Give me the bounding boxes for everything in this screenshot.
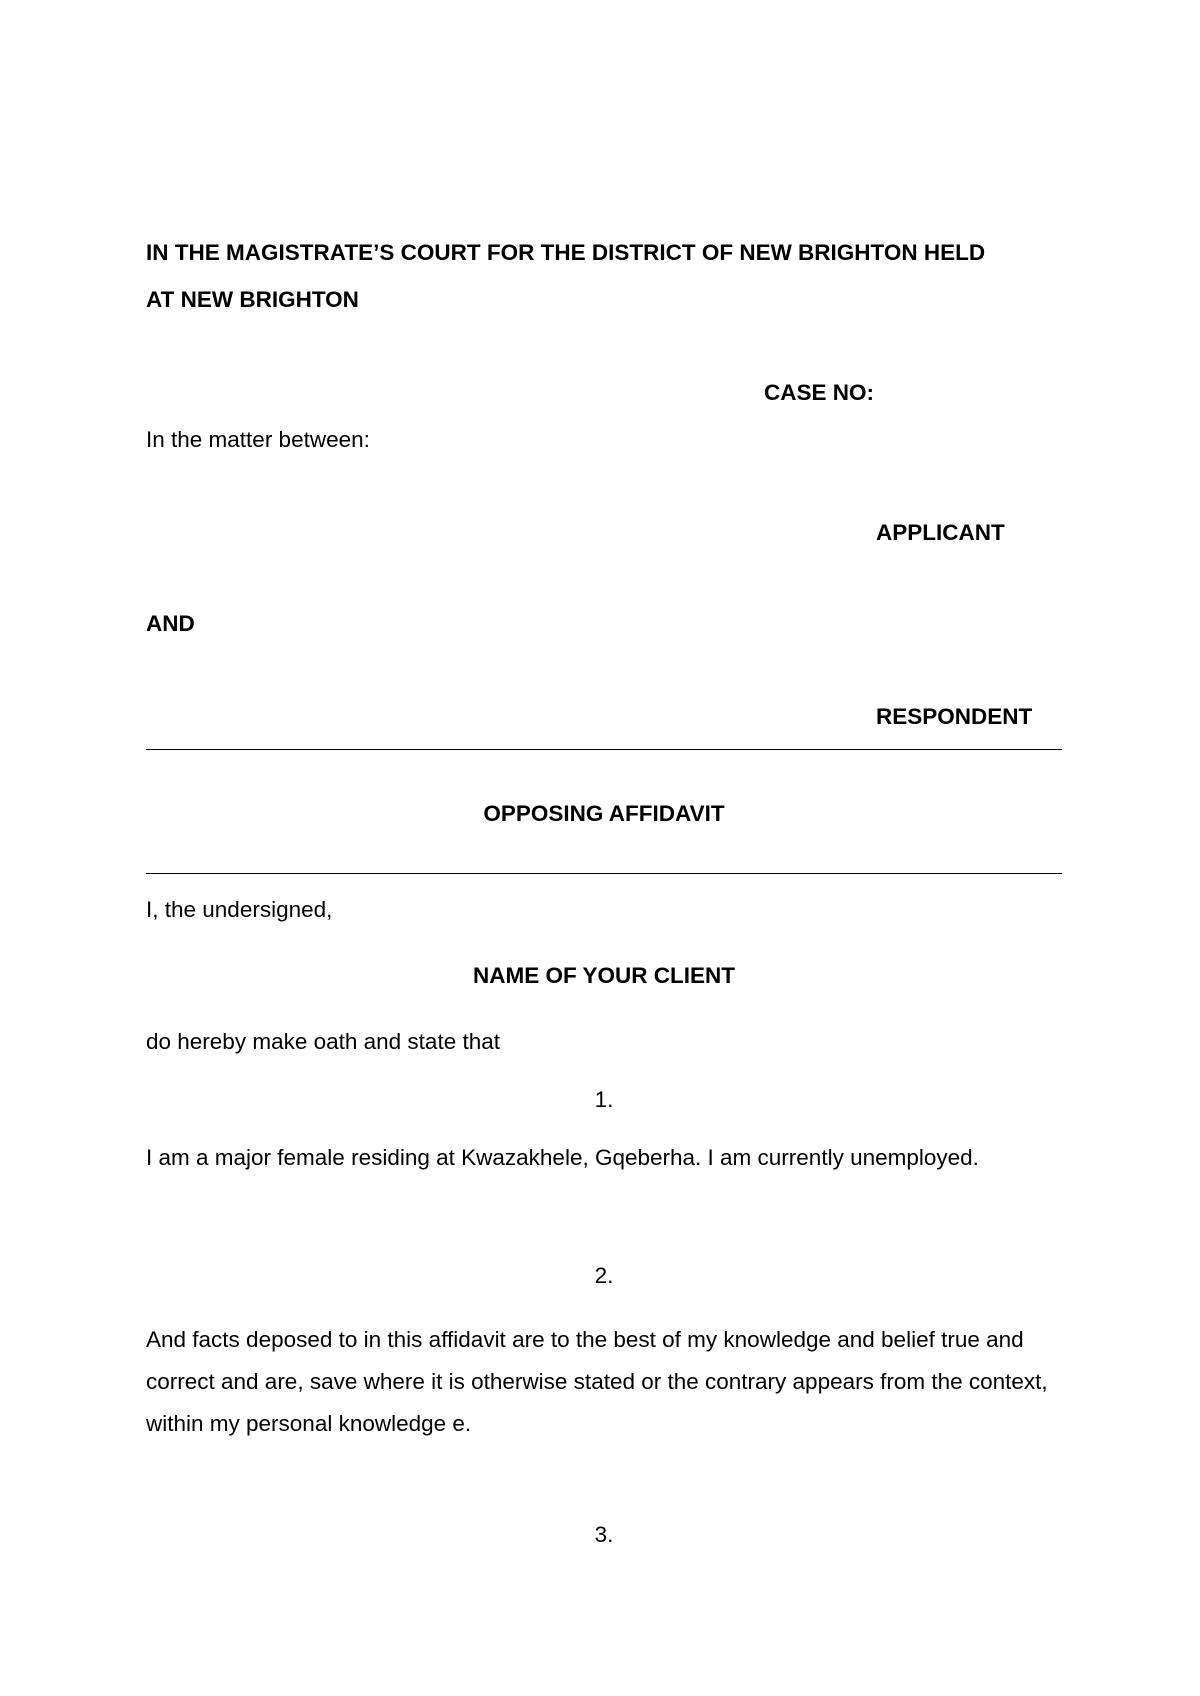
and-label: AND [146,611,195,636]
deponent-intro: I, the undersigned, [146,897,333,922]
paragraph-text: And facts deposed to in this affidavit are to the best of my knowledge and belief true and correct and are, save where it is otherwise stated or the contrary appears from the context, within my personal knowledge e. [146,1327,1048,1436]
paragraph-number: 2. [594,1263,614,1288]
document-title: OPPOSING AFFIDAVIT [483,801,725,826]
paragraph-text: I am a major female residing at Kwazakhele, Gqeberha. I am currently unemployed. [146,1145,979,1170]
paragraph-number: 1. [594,1087,614,1112]
applicant-label: APPLICANT [876,520,1005,545]
court-heading-line2: AT NEW BRIGHTON [146,287,359,312]
case-number-label: CASE NO: [764,380,875,405]
respondent-label: RESPONDENT [876,704,1033,729]
matter-between-text: In the matter between: [146,427,370,452]
court-heading-line1: IN THE MAGISTRATE’S COURT FOR THE DISTRICT OF NEW BRIGHTON HELD [146,240,986,265]
oath-statement: do hereby make oath and state that [146,1029,500,1054]
paragraph-number: 3. [594,1522,614,1547]
client-name: NAME OF YOUR CLIENT [472,963,736,988]
top-divider [146,749,1062,750]
bottom-divider [146,873,1062,874]
